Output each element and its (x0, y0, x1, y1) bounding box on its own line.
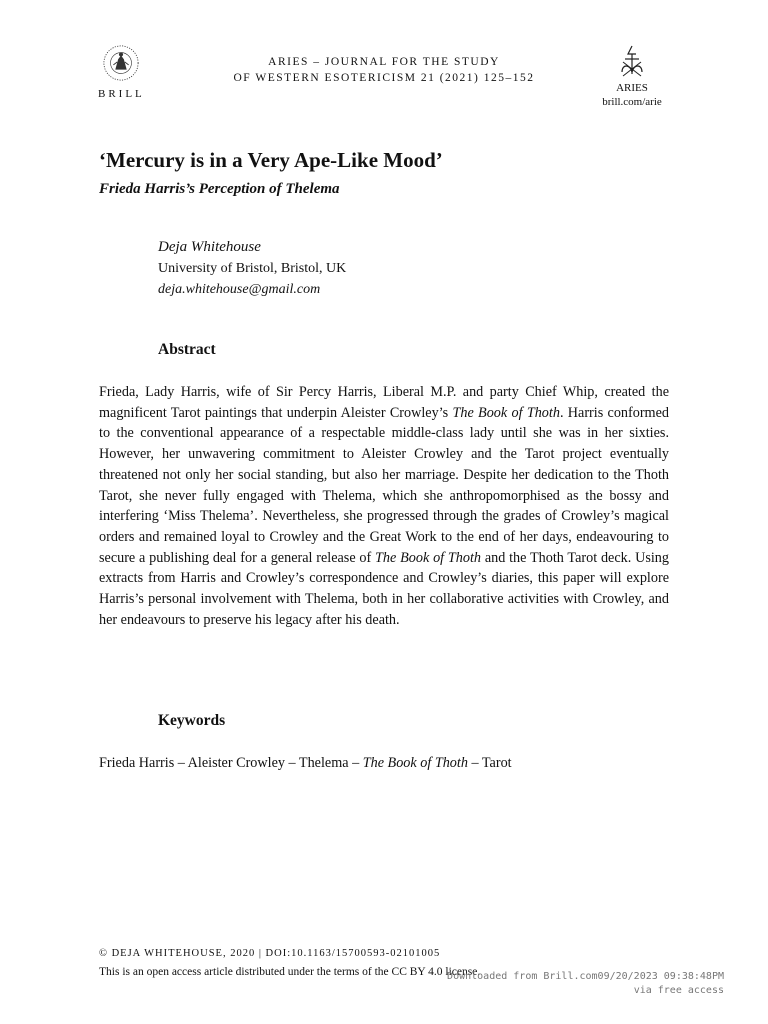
keywords-heading: Keywords (158, 712, 226, 729)
aries-logo (590, 44, 674, 108)
download-stamp-line-2: via free access (633, 985, 724, 996)
abstract-part-1: Frieda, Lady Harris, wife of Sir Percy Harris, Liberal M.P. and party Chief Whip, created the magnificent Tarot paintings that underpin Aleister Crowley’s (99, 384, 669, 421)
journal-header (200, 54, 568, 86)
abstract-part-2: . Harris conformed to the conventional appearance of a respectable middle-class lady until she was in her sixties. However, her unwavering commitment to Aleister Crowley and the Tarot project eventually threatened not only her social standing, but also her marriage. Despite her dedication to the Thoth Tarot, she never fully engaged with Thelema, which she anthropomorphised as the bossy and interfering ‘Miss Thelema’. Nevertheless, she progressed through the grades of Crowley’s magical orders and remained loyal to Crowley and the Great Work to the end of her days, endeavouring to secure a publishing deal for a general release of (99, 404, 669, 566)
brill-logo (98, 44, 144, 116)
publisher-name: BRILL (98, 88, 145, 100)
author-email[interactable]: deja.whitehouse@gmail.com (158, 282, 321, 297)
download-stamp-line-1: Downloaded from Brill.com09/20/2023 09:38:48PM (447, 971, 724, 982)
copyright-doi-line: © DEJA WHITEHOUSE, 2020 | DOI:10.1163/15700593-02101005 (99, 948, 441, 959)
journal-line-2: OF WESTERN ESOTERICISM 21 (2021) 125–152 (233, 72, 535, 84)
keywords-list (99, 755, 512, 772)
journal-line-1: ARIES – JOURNAL FOR THE STUDY (268, 56, 500, 68)
abstract-title-ref-2: The Book of Thoth (375, 549, 482, 566)
brill-seal-icon (102, 44, 140, 82)
keywords-part-1: Frieda Harris – Aleister Crowley – Thelema – (99, 755, 363, 771)
author-block (158, 237, 346, 300)
journal-short-name: ARIES (616, 82, 648, 94)
abstract-title-ref-1: The Book of Thoth (452, 404, 560, 421)
article-subtitle: Frieda Harris’s Perception of Thelema (99, 181, 340, 197)
abstract-text (99, 382, 669, 630)
abstract-heading: Abstract (158, 341, 216, 358)
download-stamp (447, 970, 724, 998)
article-title: ‘Mercury is in a Very Ape-Like Mood’ (99, 148, 443, 172)
abstract-part-3: and the Thoth Tarot deck. Using extracts from Harris and Crowley’s correspondence and Crowley’s diaries, this paper will explore Harris’s personal involvement with Thelema, both in her collaborative activities with Crowley, and her endeavours to preserve his legacy after his death. (99, 549, 669, 628)
license-statement: This is an open access article distributed under the terms of the CC BY 4.0 license. (99, 966, 481, 978)
keywords-title-ref: The Book of Thoth (362, 755, 468, 771)
author-name: Deja Whitehouse (158, 239, 261, 255)
aries-emblem-icon (614, 44, 650, 80)
author-affiliation: University of Bristol, Bristol, UK (158, 261, 347, 276)
journal-url[interactable]: brill.com/arie (602, 96, 662, 108)
keywords-part-2: – Tarot (467, 755, 512, 771)
